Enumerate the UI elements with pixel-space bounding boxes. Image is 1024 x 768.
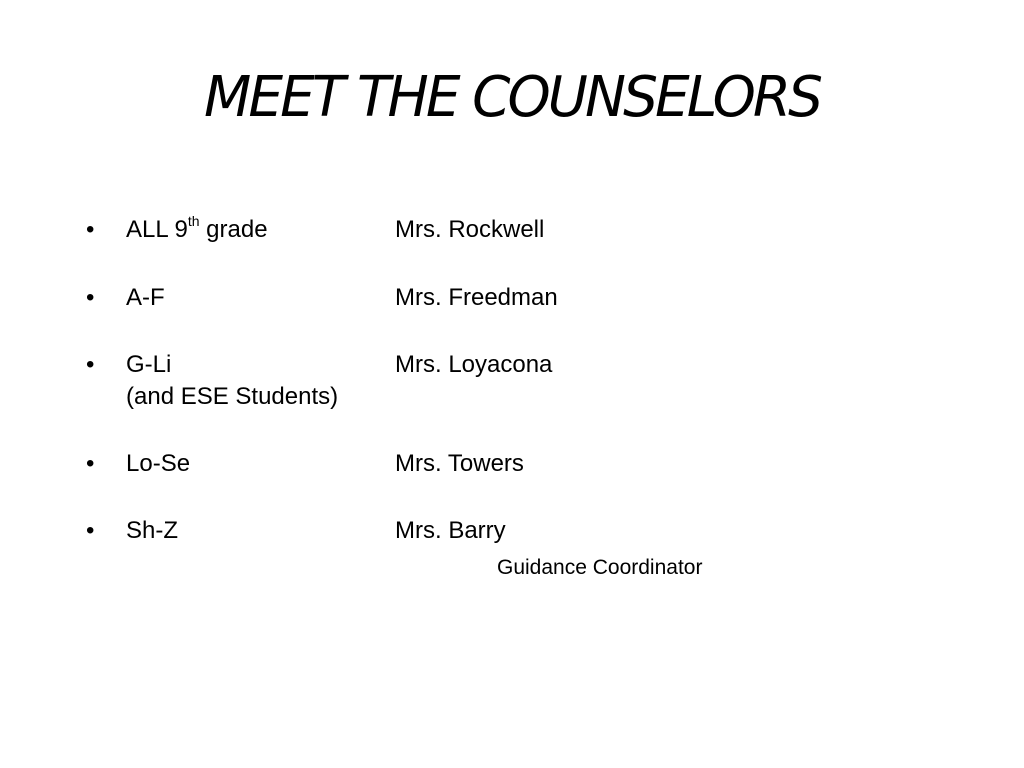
counselor-name: Mrs. Rockwell: [395, 216, 545, 243]
counselor-item-rockwell: [0, 215, 1024, 255]
counselor-name: Mrs. Loyacona: [395, 351, 553, 378]
grade-range-label: [126, 215, 268, 247]
counselor-item-loyacona: [0, 350, 1024, 420]
alpha-range-label: A-F: [126, 284, 165, 311]
grade-range-text: ALL 9: [126, 216, 188, 243]
bullet-marker: •: [86, 284, 95, 311]
counselor-item-towers: [0, 449, 1024, 489]
counselor-item-freedman: [0, 283, 1024, 323]
bullet-marker: •: [86, 216, 95, 243]
alpha-range-label: Sh-Z: [126, 517, 179, 544]
bullet-marker: •: [86, 450, 95, 477]
counselor-name: Mrs. Towers: [395, 450, 524, 477]
counselor-name: Mrs. Freedman: [395, 284, 558, 311]
bullet-marker: •: [86, 517, 95, 544]
alpha-range-label: G-Li: [126, 351, 172, 378]
counselor-name: Mrs. Barry: [395, 517, 506, 544]
grade-range-suffix: grade: [199, 216, 268, 243]
counselor-role: Guidance Coordinator: [497, 556, 703, 579]
alpha-range-label: Lo-Se: [126, 450, 191, 477]
alpha-range-note: (and ESE Students): [126, 383, 339, 410]
counselor-item-barry: [0, 516, 1024, 586]
slide-title: MEET THE COUNSELORS: [203, 65, 821, 130]
grade-superscript: th: [187, 213, 200, 229]
bullet-marker: •: [86, 351, 95, 378]
